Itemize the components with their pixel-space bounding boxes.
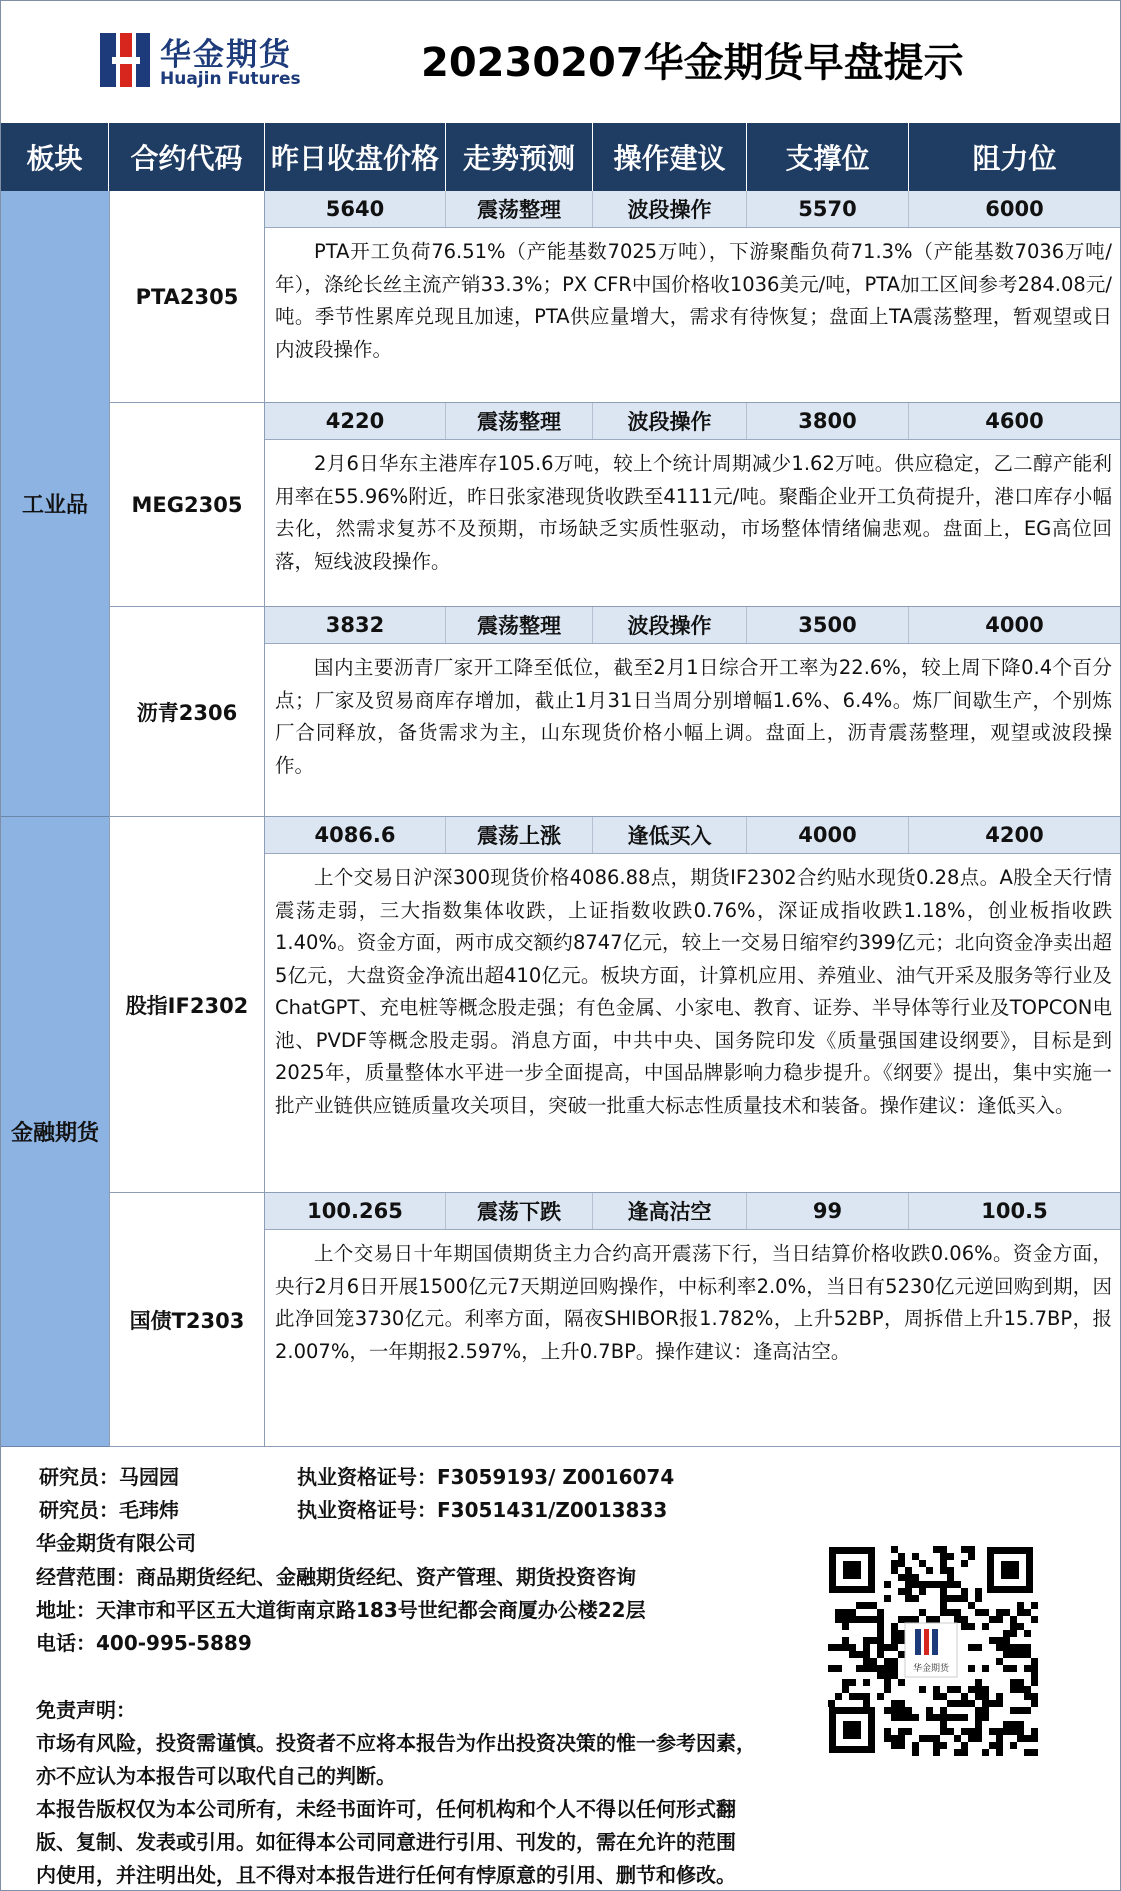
company-name: 华金期货有限公司 (36, 1531, 196, 1555)
support-level: 3800 (747, 403, 909, 439)
license-2: 执业资格证号：F3051431/Z0013833 (297, 1498, 668, 1522)
logo-english-name: Huajin Futures (160, 69, 301, 89)
close-price: 100.265 (265, 1193, 446, 1229)
col-header-trend: 走势预测 (446, 123, 593, 191)
resistance-level: 6000 (985, 197, 1044, 221)
table-row (265, 817, 1120, 854)
resistance-level: 100.5 (981, 1199, 1048, 1223)
analysis-text: 2月6日华东主港库存105.6万吨，较上个统计周期减少1.62万吨。供应稳定，乙二醇产能利用率在55.96%附近，昨日张家港现货收跌至4111元/吨。聚酯企业开工负荷提升，港口库存小幅去化，然需求复苏不及预期，市场缺乏实质性驱动，市场整体情绪偏悲观。盘面上，EG高位回落，短线波段操作。 (265, 440, 1120, 607)
support-level: 4000 (747, 817, 909, 853)
trend-forecast: 震荡下跌 (446, 1193, 593, 1229)
contract-code: PTA2305 (109, 191, 265, 403)
resistance-level: 4600 (985, 409, 1044, 433)
resistance-level: 4000 (985, 613, 1044, 637)
qr-code-icon (821, 1539, 1041, 1761)
disclaimer-line: 版、复制、发表或引用。如征得本公司同意进行引用、刊发的，需在允许的范围 (36, 1830, 736, 1854)
support-level: 5570 (747, 191, 909, 227)
huajin-logo-icon (98, 31, 152, 89)
page-title: 20230207华金期货早盘提示 (421, 40, 964, 86)
table-row (265, 191, 1120, 228)
operation-advice: 逢高沽空 (593, 1193, 747, 1229)
resistance-level: 4200 (985, 823, 1044, 847)
table-row (265, 607, 1120, 644)
contract-code: MEG2305 (109, 403, 265, 607)
sector-financial: 金融期货 (1, 817, 109, 1447)
col-header-contract: 合约代码 (109, 123, 265, 191)
researcher-1: 研究员：马园园 (39, 1465, 179, 1489)
contract-code: 股指IF2302 (109, 817, 265, 1193)
operation-advice: 波段操作 (593, 607, 747, 643)
disclaimer-title: 免责声明： (36, 1698, 136, 1722)
col-header-close: 昨日收盘价格 (265, 123, 446, 191)
trend-forecast: 震荡整理 (446, 403, 593, 439)
disclaimer-line: 本报告版权仅为本公司所有，未经书面许可，任何机构和个人不得以任何形式翻 (36, 1797, 736, 1821)
close-price: 5640 (265, 191, 446, 227)
table-row (265, 1193, 1120, 1230)
col-header-resistance: 阻力位 (909, 123, 1120, 191)
analysis-text: 国内主要沥青厂家开工降至低位，截至2月1日综合开工率为22.6%，较上周下降0.4个百分点；厂家及贸易商库存增加，截止1月31日当周分别增幅1.6%、6.4%。炼厂间歇生产，个别炼厂合同释放，备货需求为主，山东现货价格小幅上调。盘面上，沥青震荡整理，观望或波段操作。 (265, 644, 1120, 817)
trend-forecast: 震荡上涨 (446, 817, 593, 853)
contract-code: 国债T2303 (109, 1193, 265, 1447)
report-header (1, 1, 1120, 120)
support-level: 99 (747, 1193, 909, 1229)
contract-code: 沥青2306 (109, 607, 265, 817)
analysis-text: PTA开工负荷76.51%（产能基数7025万吨），下游聚酯负荷71.3%（产能基数7036万吨/年），涤纶长丝主流产销33.3%；PX CFR中国价格收1036美元/吨，PTA加工区间参考284.08元/吨。季节性累库兑现且加速，PTA供应量增大，需求有待恢复；盘面上TA震荡整理，暂观望或日内波段操作。 (265, 228, 1120, 403)
support-level: 3500 (747, 607, 909, 643)
close-price: 4086.6 (265, 817, 446, 853)
table-row (265, 403, 1120, 440)
close-price: 4220 (265, 403, 446, 439)
company-phone: 电话：400-995-5889 (36, 1631, 252, 1655)
operation-advice: 逢低买入 (593, 817, 747, 853)
disclaimer-line: 市场有风险，投资需谨慎。投资者不应将本报告为作出投资决策的惟一参考因素， (36, 1731, 756, 1755)
operation-advice: 波段操作 (593, 191, 747, 227)
researcher-2: 研究员：毛玮炜 (39, 1498, 179, 1522)
close-price: 3832 (265, 607, 446, 643)
trend-forecast: 震荡整理 (446, 607, 593, 643)
disclaimer-line: 亦不应认为本报告可以取代自己的判断。 (36, 1764, 396, 1788)
company-address: 地址：天津市和平区五大道街南京路183号世纪都会商厦办公楼22层 (36, 1598, 646, 1622)
company-logo (98, 25, 313, 97)
logo-chinese-name: 华金期货 (160, 37, 292, 73)
operation-advice: 波段操作 (593, 403, 747, 439)
col-header-support: 支撑位 (747, 123, 909, 191)
col-header-advice: 操作建议 (593, 123, 747, 191)
sector-industrial: 工业品 (1, 191, 109, 817)
analysis-text: 上个交易日沪深300现货价格4086.88点，期货IF2302合约贴水现货0.28点。A股全天行情震荡走弱，三大指数集体收跌，上证指数收跌0.76%，深证成指收跌1.18%，创业板指收跌1.40%。资金方面，两市成交额约8747亿元，较上一交易日缩窄约399亿元；北向资金净卖出超5亿元，大盘资金净流出超410亿元。板块方面，计算机应用、养殖业、油气开采及服务等行业及ChatGPT、充电桩等概念股走强；有色金属、小家电、教育、证券、半导体等行业及TOPCON电池、PVDF等概念股走弱。消息方面，中共中央、国务院印发《质量强国建设纲要》，目标是到2025年，质量整体水平进一步全面提高，中国品牌影响力稳步提升。《纲要》提出，集中实施一批产业链供应链质量攻关项目，突破一批重大标志性质量技术和装备。操作建议：逢低买入。 (265, 854, 1120, 1193)
qr-caption: 华金期货 (912, 1664, 950, 1674)
trend-forecast: 震荡整理 (446, 191, 593, 227)
license-1: 执业资格证号：F3059193/ Z0016074 (297, 1465, 675, 1489)
disclaimer-line: 内使用，并注明出处，且不得对本报告进行任何有悖原意的引用、删节和修改。 (36, 1863, 736, 1887)
business-scope: 经营范围：商品期货经纪、金融期货经纪、资产管理、期货投资咨询 (36, 1565, 636, 1589)
analysis-text: 上个交易日十年期国债期货主力合约高开震荡下行，当日结算价格收跌0.06%。资金方面，央行2月6日开展1500亿元7天期逆回购操作，中标利率2.0%，当日有5230亿元逆回购到期，因此净回笼3730亿元。利率方面，隔夜SHIBOR报1.782%，上升52BP，周拆借上升15.7BP，报2.007%，一年期报2.597%，上升0.7BP。操作建议：逢高沽空。 (265, 1230, 1120, 1447)
col-header-sector: 板块 (1, 123, 109, 191)
